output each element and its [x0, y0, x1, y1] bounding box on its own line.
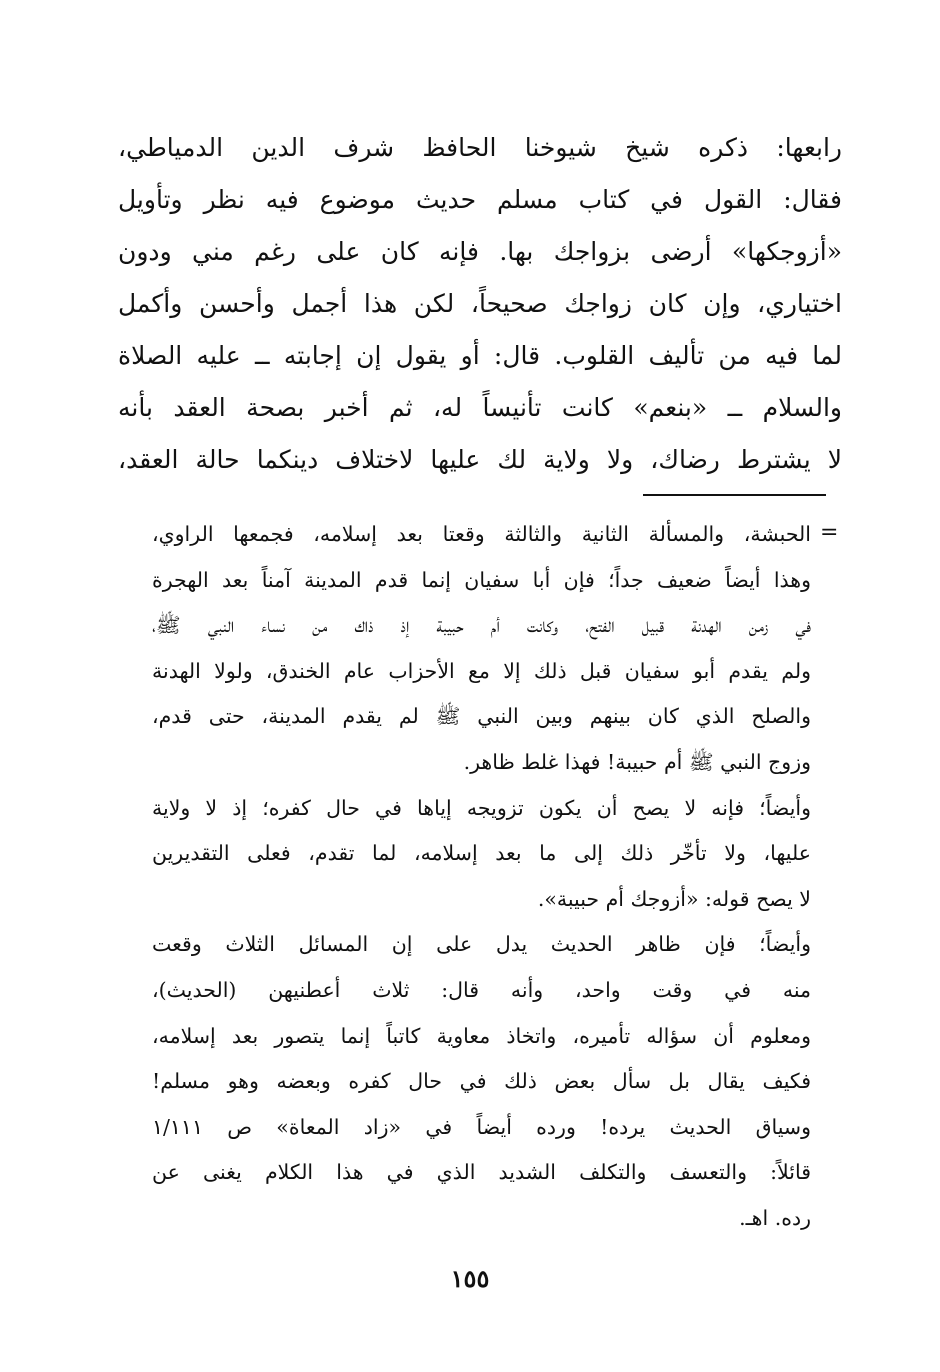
- footnote-line: منه في وقت واحد، وأنه قال: ثلاث أعطنيهن (الحديث)،: [152, 977, 811, 1002]
- footnote-line: والصلح الذي كان بينهم وبين النبي ﷺ لم يقدم المدينة، حتى قدم،: [152, 704, 811, 729]
- footnote-text: [152, 512, 811, 1242]
- footnote-line: ومعلوم أن سؤاله تأميره، واتخاذ معاوية كاتباً إنما يتصور بعد إسلامه،: [152, 1023, 811, 1048]
- main-text-line: فقال: القول في كتاب مسلم حديث موضوع فيه نظر وتأويل: [118, 185, 842, 214]
- footnote-separator: [643, 494, 826, 496]
- main-text-line: اختياري، وإن كان زواجك صحيحاً، لكن هذا أجمل وأحسن وأكمل: [118, 289, 842, 318]
- main-text: [118, 122, 842, 486]
- footnote-line: وزوج النبي ﷺ أم حبيبة! فهذا غلط ظاهر.: [463, 749, 811, 774]
- footnote-line: الحبشة، والمسألة الثانية والثالثة وقعتا بعد إسلامه، فجمعها الراوي،: [152, 522, 811, 546]
- footnote-line: في زمن الهدنة قبيل الفتح، وكانت أم حبيبة إذ ذاك من نساء النبي ﷺ،: [152, 613, 811, 638]
- footnote-line: وهذا أيضاً ضعيف جداً؛ فإن أبا سفيان إنما قدم المدينة آمناً بعد الهجرة: [152, 567, 811, 592]
- main-text-line: والسلام ــ «بنعم» كانت تأنيساً له، ثم أخبر بصحة العقد بأنه: [118, 393, 842, 422]
- footnote-line: لا يصح قوله: «أزوجك أم حبيبة».: [537, 886, 811, 911]
- main-text-line: لما فيه من تأليف القلوب. قال: أو يقول إن إجابته ــ عليه الصلاة: [118, 341, 842, 370]
- footnote-line: قائلاً: والتعسف والتكلف الشديد الذي في هذا الكلام يغنى عن: [152, 1160, 811, 1185]
- main-text-line: «أزوجكها» أرضى بزواجك بها. فإنه كان على رغم مني ودون: [118, 237, 842, 266]
- footnote-line: وأيضاً؛ فإن ظاهر الحديث يدل على إن المسائل الثلاث وقعت: [152, 932, 811, 957]
- main-text-line: لا يشترط رضاك، ولا ولاية لك عليها لاختلاف دينكما حالة العقد،: [118, 445, 842, 474]
- footnote-line: عليها، ولا تأخّر ذلك إلى ما بعد إسلامه، لما تقدم، فعلى التقديرين: [152, 841, 811, 866]
- footnote-line: فكيف يقال بل سأل بعض ذلك في حال كفره وبعضه وهو مسلم!: [152, 1069, 811, 1094]
- footnote-line: وسياق الحديث يرده! ورده أيضاً في «زاد المعاة» ص ١/١١١: [152, 1114, 811, 1139]
- page-number: ١٥٥: [450, 1264, 490, 1293]
- footnote-line: وأيضاً؛ فإنه لا يصح أن يكون تزويجه إياها في حال كفره؛ إذ لا ولاية: [152, 795, 811, 820]
- footnote-continuation-mark: =: [820, 520, 839, 545]
- main-text-line: رابعها: ذكره شيخ شيوخنا الحافظ شرف الدين الدمياطي،: [118, 133, 842, 162]
- footnote-line: رده. اهـ.: [739, 1205, 811, 1230]
- footnote-line: ولم يقدم أبو سفيان قبل ذلك إلا مع الأحزاب عام الخندق، ولولا الهدنة: [152, 658, 811, 683]
